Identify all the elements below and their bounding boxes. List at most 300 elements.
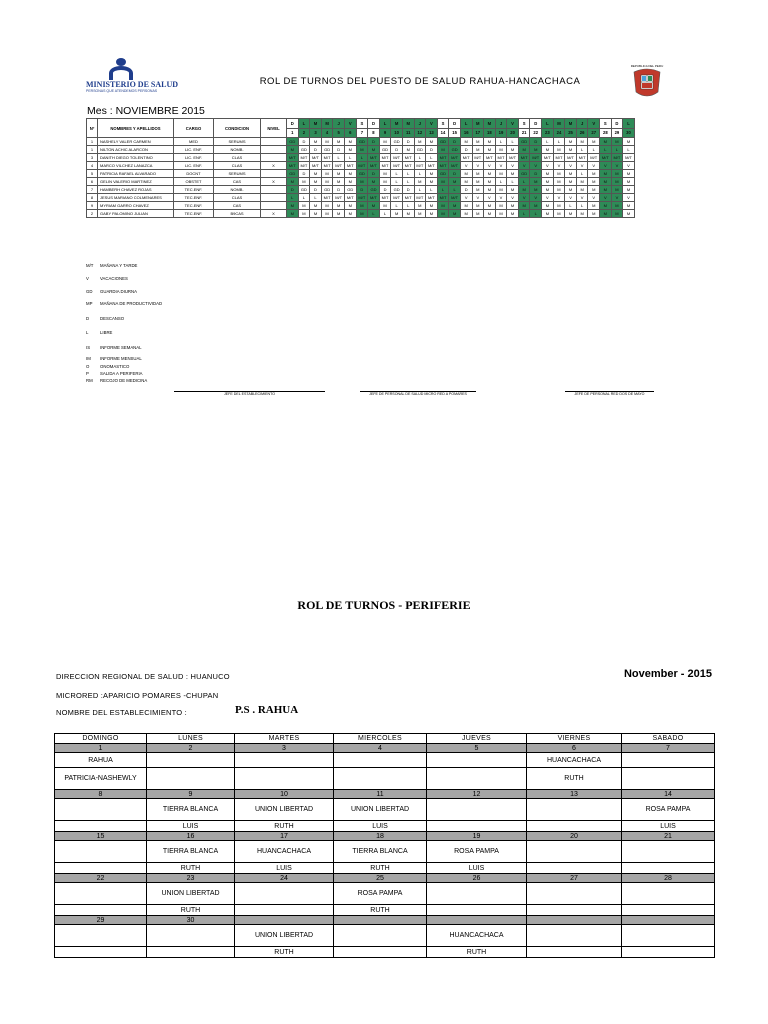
staff-condicion: NOMB.: [214, 146, 261, 154]
shift-cell: M: [287, 178, 299, 186]
weekday-header: J: [495, 119, 507, 129]
calendar-person-row: [55, 947, 715, 958]
shift-cell: M: [588, 170, 600, 178]
visit-person: [147, 768, 235, 790]
staff-condicion: SERUMS: [214, 138, 261, 146]
weekday-header: V: [507, 119, 519, 129]
day-number-header: 19: [495, 128, 507, 138]
shift-cell: M: [437, 146, 449, 154]
shift-cell: M: [611, 170, 623, 178]
col-header: NOMBRES Y APELLIDOS: [98, 119, 174, 138]
shift-cell: L: [530, 210, 542, 218]
shift-cell: M/T: [402, 154, 414, 162]
visit-place: UNION LIBERTAD: [147, 883, 235, 905]
shift-cell: M: [553, 202, 565, 210]
shift-cell: L: [588, 146, 600, 154]
day-number-header: 27: [588, 128, 600, 138]
shift-cell: M: [507, 146, 519, 154]
shift-cell: V: [472, 194, 484, 202]
visit-place: [235, 753, 334, 768]
shift-cell: M: [344, 178, 356, 186]
calendar-place-row: [55, 883, 715, 905]
shift-cell: M: [426, 202, 438, 210]
legend-item: [86, 378, 147, 383]
staff-name: HAMBERH CHAVEZ ROJAS: [98, 186, 174, 194]
visit-person: [334, 768, 427, 790]
shift-cell: M: [472, 202, 484, 210]
day-number-header: 11: [402, 128, 414, 138]
day-number-header: 8: [368, 128, 380, 138]
shift-cell: M: [472, 138, 484, 146]
shift-cell: D: [298, 138, 310, 146]
col-header: Nº: [87, 119, 98, 138]
shift-cell: M/T: [368, 162, 380, 170]
shift-cell: M/T: [368, 194, 380, 202]
shift-cell: M: [611, 210, 623, 218]
day-number: 26: [427, 874, 527, 883]
shift-cell: M: [379, 202, 391, 210]
visit-person: [527, 863, 622, 874]
calendar-day-number-row: [55, 744, 715, 753]
shift-cell: L: [576, 202, 588, 210]
shift-cell: M: [472, 210, 484, 218]
staff-name: NILTON ACHIC ALARCON: [98, 146, 174, 154]
staff-condicion: CLAS: [214, 154, 261, 162]
visit-person: [235, 905, 334, 916]
shift-cell: M: [333, 178, 345, 186]
shift-cell: V: [484, 162, 496, 170]
shift-cell: L: [507, 178, 519, 186]
shift-cell: D: [449, 170, 461, 178]
shift-cell: M: [495, 170, 507, 178]
day-number: [622, 916, 715, 925]
shift-cell: M/T: [344, 194, 356, 202]
shift-cell: V: [460, 194, 472, 202]
shift-cell: M: [518, 146, 530, 154]
shift-cell: M: [565, 210, 577, 218]
shift-cell: M: [588, 202, 600, 210]
calendar-place-row: [55, 841, 715, 863]
shift-cell: M/T: [321, 154, 333, 162]
legend-text: SALIDA A PERIFERIA: [100, 371, 143, 376]
legend-text: LIBRE: [100, 330, 113, 335]
visit-person: [527, 821, 622, 832]
visit-place: [622, 841, 715, 863]
visit-place: [235, 883, 334, 905]
shift-cell: M/T: [437, 162, 449, 170]
table-row: [87, 178, 635, 186]
shift-cell: L: [402, 170, 414, 178]
visit-person: [235, 768, 334, 790]
shift-cell: M: [298, 210, 310, 218]
weekday-header: M: [484, 119, 496, 129]
shift-cell: M/T: [391, 162, 403, 170]
staff-nivel: [261, 194, 287, 202]
legend-text: RECOJO DE MEDICINA: [100, 378, 148, 383]
visit-person: RUTH: [235, 947, 334, 958]
day-number-header: 5: [333, 128, 345, 138]
shift-cell: V: [518, 162, 530, 170]
shift-cell: M: [623, 138, 635, 146]
visit-person: LUIS: [622, 821, 715, 832]
legend-code: GD: [86, 289, 93, 294]
visit-place: ROSA PAMPA: [427, 841, 527, 863]
row-number: 8: [87, 194, 98, 202]
calendar-place-row: [55, 799, 715, 821]
shift-table: [86, 118, 635, 218]
shift-cell: M/T: [449, 154, 461, 162]
calendar-place-row: [55, 925, 715, 947]
legend-item: [86, 371, 143, 376]
shift-cell: M: [368, 178, 380, 186]
weekday-header: LUNES: [147, 734, 235, 744]
legend-item: [86, 301, 162, 306]
shift-cell: M: [298, 202, 310, 210]
shift-cell: GD: [449, 146, 461, 154]
shift-cell: M: [414, 178, 426, 186]
legend-item: [86, 364, 129, 369]
day-number: [334, 916, 427, 925]
shift-cell: L: [507, 138, 519, 146]
staff-cargo: OBSTET: [174, 178, 214, 186]
legend-text: INFORME MENSUAL: [100, 356, 142, 361]
shift-cell: M: [576, 178, 588, 186]
weekday-header: S: [437, 119, 449, 129]
shift-cell: M/T: [321, 162, 333, 170]
shift-cell: M: [310, 202, 322, 210]
day-number-header: 22: [530, 128, 542, 138]
visit-place: TIERRA BLANCA: [334, 841, 427, 863]
shift-cell: M: [507, 170, 519, 178]
shift-cell: V: [495, 162, 507, 170]
weekday-header: L: [623, 119, 635, 129]
shift-cell: M: [623, 186, 635, 194]
staff-nivel: [261, 202, 287, 210]
staff-nivel: [261, 170, 287, 178]
weekday-header: V: [588, 119, 600, 129]
staff-cargo: LIC. ENF.: [174, 154, 214, 162]
day-number: [427, 916, 527, 925]
shift-cell: D: [402, 138, 414, 146]
table-row: [87, 202, 635, 210]
day-number-header: 3: [310, 128, 322, 138]
shift-cell: D: [356, 186, 368, 194]
table-row: [87, 170, 635, 178]
shift-cell: M: [542, 178, 554, 186]
legend-text: MAÑANA Y TARDE: [100, 263, 138, 268]
shift-cell: M: [426, 170, 438, 178]
shift-cell: M: [495, 146, 507, 154]
calendar-person-row: [55, 905, 715, 916]
shift-header-row: [87, 119, 635, 129]
staff-cargo: DOCNT: [174, 170, 214, 178]
shift-cell: GD: [321, 146, 333, 154]
day-number: 20: [527, 832, 622, 841]
legend-code: V: [86, 276, 89, 281]
day-number: 18: [334, 832, 427, 841]
weekday-header: L: [379, 119, 391, 129]
shift-cell: M: [600, 186, 612, 194]
visit-place: RAHUA: [55, 753, 147, 768]
shift-cell: M: [402, 146, 414, 154]
staff-condicion: B9CAS: [214, 210, 261, 218]
shift-cell: M: [495, 186, 507, 194]
weekday-header: D: [449, 119, 461, 129]
visit-person: LUIS: [334, 821, 427, 832]
staff-name: JESUS MARIANO COLMENARES: [98, 194, 174, 202]
weekday-header: M: [310, 119, 322, 129]
weekday-header: V: [426, 119, 438, 129]
weekday-header: D: [368, 119, 380, 129]
visit-person: LUIS: [427, 863, 527, 874]
shift-cell: V: [484, 194, 496, 202]
shift-cell: L: [565, 202, 577, 210]
legend-code: M/T: [86, 263, 94, 268]
shift-cell: V: [611, 162, 623, 170]
calendar-place-row: [55, 753, 715, 768]
shift-cell: M: [310, 178, 322, 186]
shift-cell: V: [611, 194, 623, 202]
shift-cell: GD: [368, 186, 380, 194]
shift-cell: M: [484, 170, 496, 178]
shift-cell: M: [623, 202, 635, 210]
shift-cell: V: [530, 162, 542, 170]
visit-place: [55, 841, 147, 863]
weekday-header: M: [553, 119, 565, 129]
shift-cell: L: [449, 186, 461, 194]
shift-cell: M/T: [484, 154, 496, 162]
shift-cell: L: [576, 170, 588, 178]
visit-place: UNION LIBERTAD: [334, 799, 427, 821]
shift-cell: M/T: [391, 194, 403, 202]
shift-cell: M: [287, 210, 299, 218]
legend-text: VACACIONES: [100, 276, 128, 281]
shift-cell: M/T: [391, 154, 403, 162]
weekday-header: L: [460, 119, 472, 129]
weekday-header: M: [321, 119, 333, 129]
shift-cell: M/T: [426, 162, 438, 170]
shift-cell: L: [518, 178, 530, 186]
legend-code: IM: [86, 356, 91, 361]
month-label: Mes : NOVIEMBRE 2015: [87, 105, 205, 117]
shift-cell: M: [484, 186, 496, 194]
shift-cell: M/T: [518, 154, 530, 162]
shift-cell: M/T: [356, 162, 368, 170]
shift-cell: M: [553, 186, 565, 194]
calendar-day-number-row: [55, 832, 715, 841]
visit-person: [427, 768, 527, 790]
shift-cell: L: [379, 210, 391, 218]
shift-cell: M: [623, 178, 635, 186]
shift-cell: M: [368, 202, 380, 210]
shift-cell: M: [344, 210, 356, 218]
table-row: [87, 194, 635, 202]
day-number-header: 10: [391, 128, 403, 138]
day-number: 22: [55, 874, 147, 883]
visit-person: [527, 905, 622, 916]
visit-place: [527, 925, 622, 947]
shift-cell: D: [460, 186, 472, 194]
legend-item: [86, 345, 142, 350]
shift-cell: M: [588, 178, 600, 186]
shift-cell: GD: [321, 186, 333, 194]
shift-cell: M/T: [379, 162, 391, 170]
shift-cell: M: [344, 146, 356, 154]
day-number-header: 7: [356, 128, 368, 138]
legend-code: MP: [86, 301, 93, 306]
shift-cell: V: [600, 194, 612, 202]
shift-cell: M: [449, 210, 461, 218]
staff-cargo: TEC.ENF.: [174, 210, 214, 218]
shift-cell: L: [600, 146, 612, 154]
shift-cell: L: [356, 154, 368, 162]
staff-nivel: X: [261, 178, 287, 186]
shift-cell: M: [611, 202, 623, 210]
shift-cell: GD: [287, 170, 299, 178]
shift-cell: M/T: [402, 194, 414, 202]
day-number-header: 9: [379, 128, 391, 138]
shift-cell: L: [333, 154, 345, 162]
staff-cargo: LIC. ENF.: [174, 162, 214, 170]
shift-cell: M: [600, 170, 612, 178]
shift-cell: M: [611, 186, 623, 194]
shift-cell: M/T: [298, 154, 310, 162]
day-number: 9: [147, 790, 235, 799]
shift-cell: V: [576, 194, 588, 202]
visit-person: RUTH: [427, 947, 527, 958]
day-number: 13: [527, 790, 622, 799]
day-number: [527, 916, 622, 925]
shift-cell: GD: [356, 138, 368, 146]
shift-cell: M: [437, 178, 449, 186]
shift-cell: GD: [287, 138, 299, 146]
visit-person: RUTH: [235, 821, 334, 832]
visit-place: [527, 841, 622, 863]
day-number: 23: [147, 874, 235, 883]
day-number: 30: [147, 916, 235, 925]
staff-nivel: [261, 146, 287, 154]
legend-item: [86, 289, 137, 294]
shift-cell: D: [391, 146, 403, 154]
row-number: 5: [87, 170, 98, 178]
staff-nivel: [261, 154, 287, 162]
day-number: 8: [55, 790, 147, 799]
shift-cell: M: [472, 178, 484, 186]
day-number: 21: [622, 832, 715, 841]
legend-item: [86, 330, 112, 335]
shift-cell: M/T: [495, 154, 507, 162]
visit-place: HUANCACHACA: [427, 925, 527, 947]
weekday-header: J: [414, 119, 426, 129]
day-number-header: 29: [611, 128, 623, 138]
shift-cell: M: [460, 170, 472, 178]
row-number: 9: [87, 202, 98, 210]
weekday-header: JUEVES: [427, 734, 527, 744]
shift-cell: M: [472, 186, 484, 194]
shift-cell: M: [321, 210, 333, 218]
day-number: 28: [622, 874, 715, 883]
visit-place: HUANCACHACA: [235, 841, 334, 863]
day-number-header: 1: [287, 128, 299, 138]
microred: MICRORED :APARICIO POMARES -CHUPAN: [56, 691, 219, 700]
visit-person: [147, 947, 235, 958]
shift-cell: M: [530, 178, 542, 186]
staff-nivel: X: [261, 210, 287, 218]
shift-cell: M: [553, 170, 565, 178]
shift-cell: M: [565, 186, 577, 194]
visit-place: [427, 799, 527, 821]
visit-person: [622, 863, 715, 874]
day-number: [235, 916, 334, 925]
shift-cell: M: [542, 146, 554, 154]
shift-cell: M/T: [449, 194, 461, 202]
day-number: 10: [235, 790, 334, 799]
table-row: [87, 162, 635, 170]
visit-place: TIERRA BLANCA: [147, 841, 235, 863]
shift-cell: L: [298, 194, 310, 202]
visit-person: [622, 768, 715, 790]
visit-place: ROSA PAMPA: [334, 883, 427, 905]
visit-person: RUTH: [527, 768, 622, 790]
day-number: 4: [334, 744, 427, 753]
shift-cell: M/T: [310, 162, 322, 170]
visit-place: [147, 753, 235, 768]
visit-person: [427, 905, 527, 916]
visit-place: ROSA PAMPA: [622, 799, 715, 821]
shift-cell: M: [310, 170, 322, 178]
shift-cell: M: [437, 202, 449, 210]
staff-cargo: LIC. ENF.: [174, 146, 214, 154]
shift-cell: M: [426, 138, 438, 146]
shift-cell: D: [298, 170, 310, 178]
shift-cell: L: [414, 154, 426, 162]
day-number: 6: [527, 744, 622, 753]
shift-cell: M: [611, 138, 623, 146]
shift-cell: V: [507, 162, 519, 170]
legend-item: [86, 263, 137, 268]
shift-cell: L: [287, 194, 299, 202]
visit-person: [55, 947, 147, 958]
shift-cell: M: [310, 210, 322, 218]
shift-cell: M: [460, 210, 472, 218]
shift-cell: V: [530, 194, 542, 202]
legend-code: IS: [86, 345, 91, 350]
day-number-header: 25: [565, 128, 577, 138]
visit-person: RUTH: [334, 863, 427, 874]
visit-place: HUANCACHACA: [527, 753, 622, 768]
shift-cell: D: [530, 170, 542, 178]
day-number-header: 4: [321, 128, 333, 138]
periferie-title: ROL DE TURNOS - PERIFERIE: [297, 598, 471, 612]
weekday-header: M: [565, 119, 577, 129]
shift-cell: M: [576, 186, 588, 194]
day-number: 29: [55, 916, 147, 925]
shift-cell: M/T: [437, 194, 449, 202]
visit-person: RUTH: [147, 863, 235, 874]
day-number: 7: [622, 744, 715, 753]
visit-place: [622, 925, 715, 947]
shift-cell: D: [310, 186, 322, 194]
shift-cell: V: [565, 194, 577, 202]
day-number: 19: [427, 832, 527, 841]
shift-cell: L: [611, 146, 623, 154]
shift-cell: D: [368, 138, 380, 146]
shift-cell: M/T: [402, 162, 414, 170]
shift-cell: M: [333, 138, 345, 146]
day-number-header: 30: [623, 128, 635, 138]
shift-cell: M/T: [333, 162, 345, 170]
staff-nivel: [261, 186, 287, 194]
